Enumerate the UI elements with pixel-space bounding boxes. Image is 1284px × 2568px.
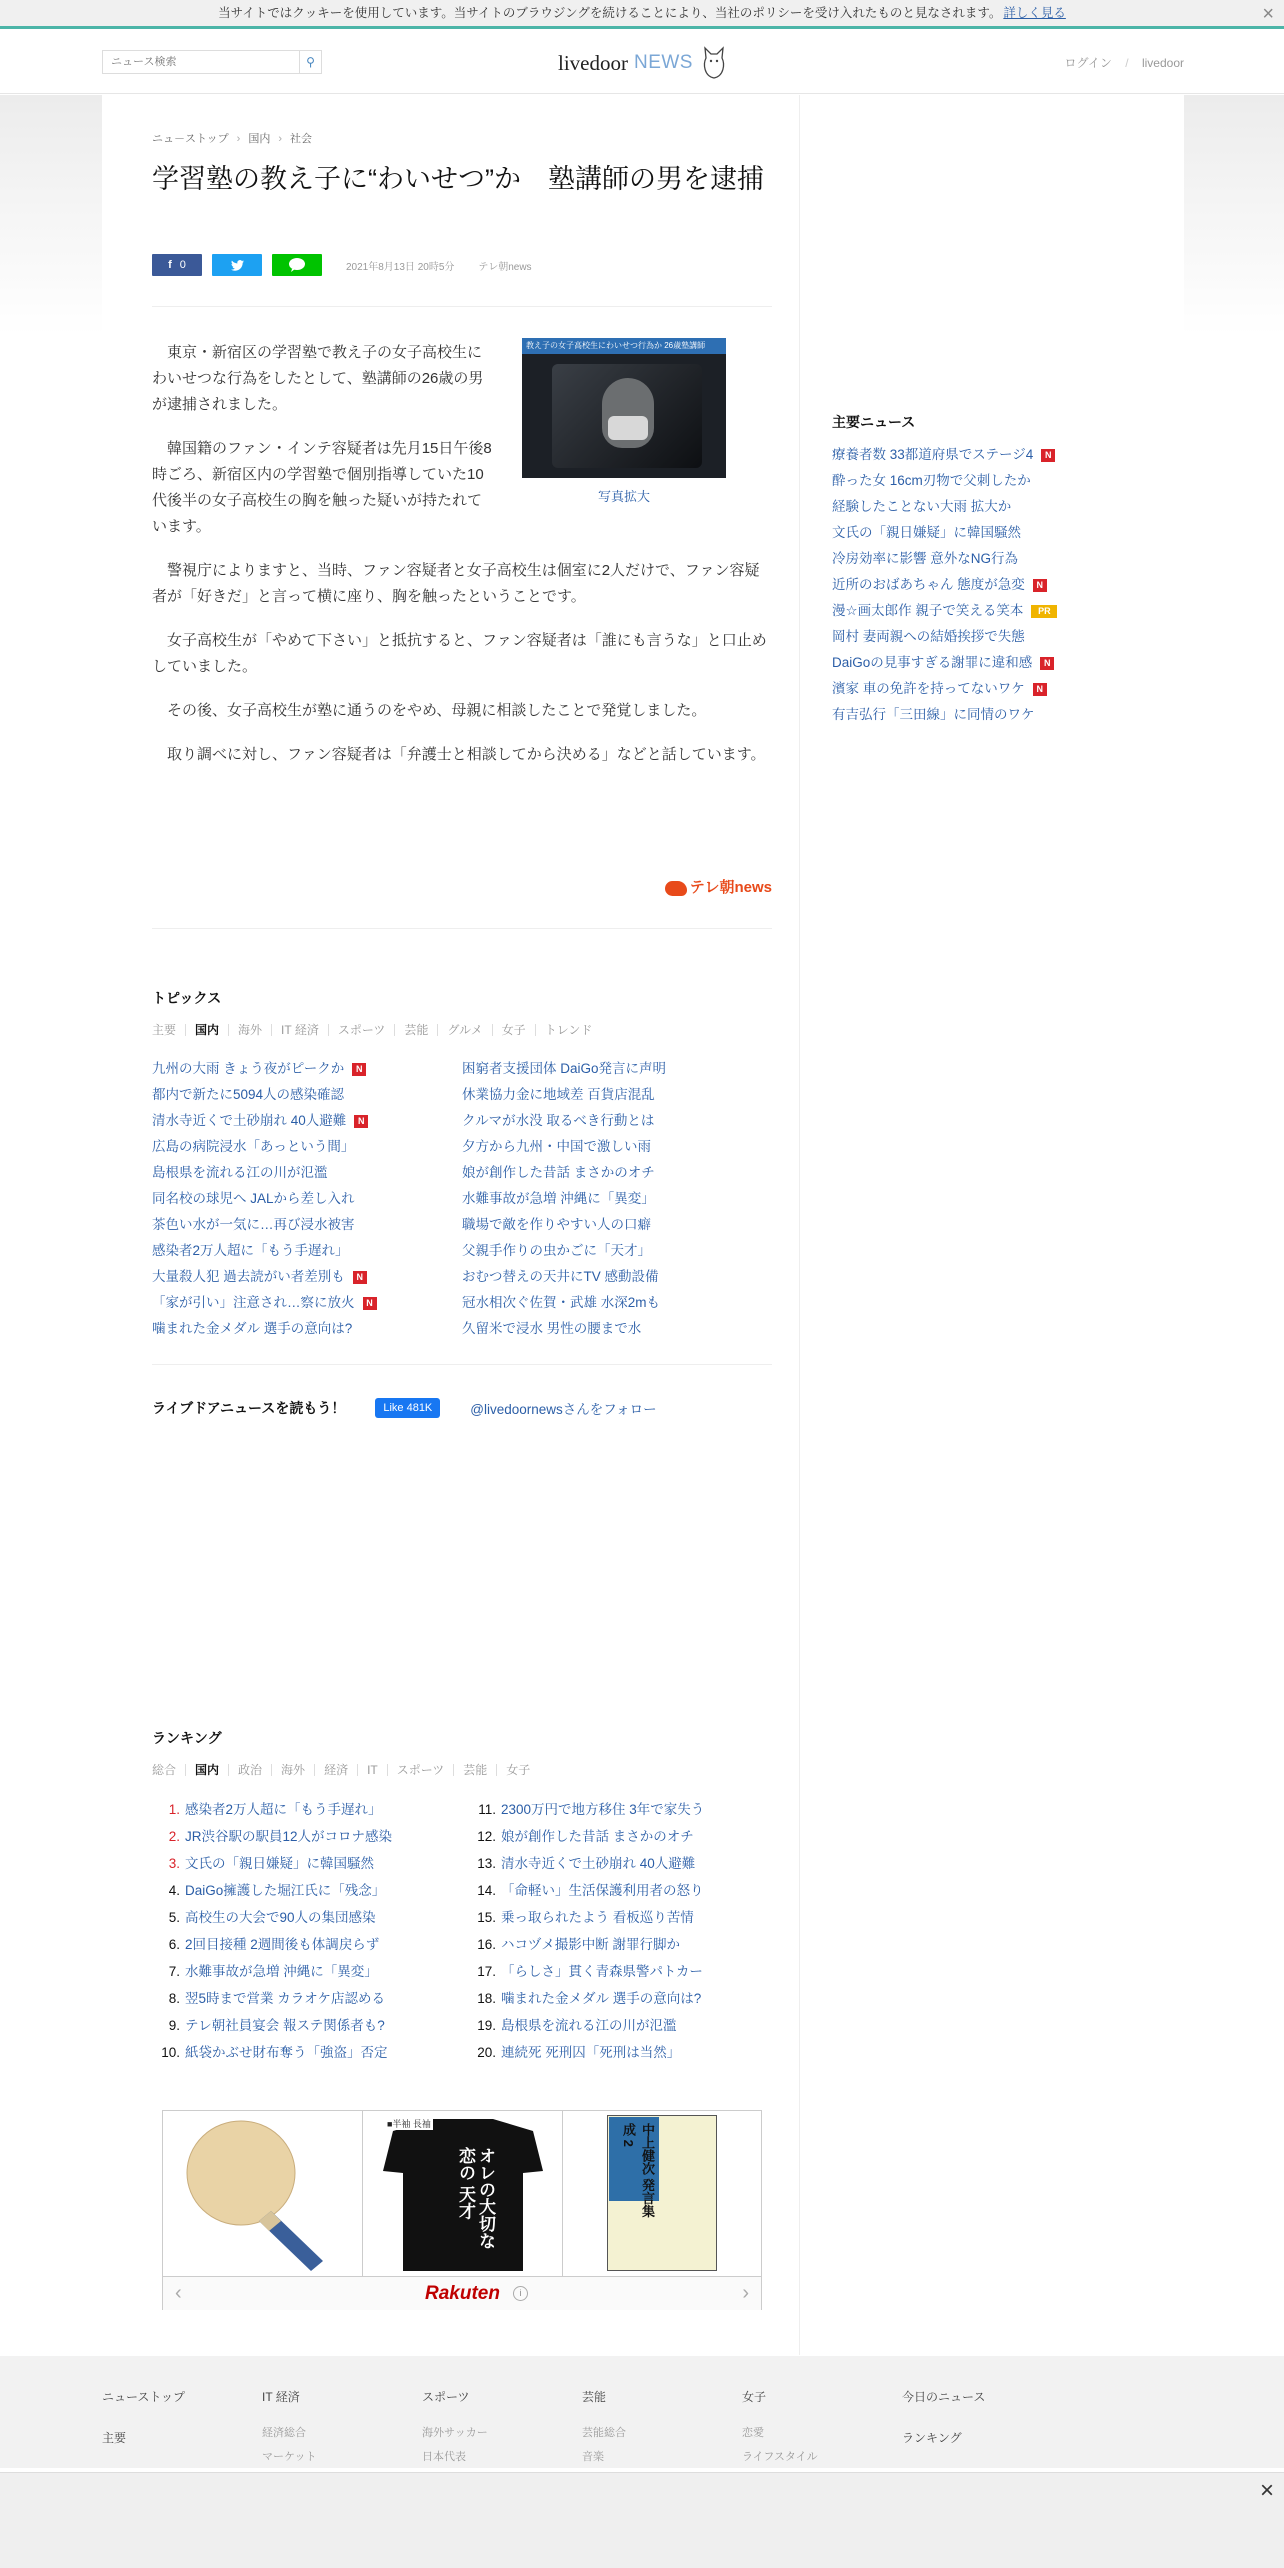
ad-item-book[interactable] — [563, 2111, 763, 2276]
ranking-item[interactable] — [468, 1904, 772, 1931]
tshirt-header: ■半袖 長袖 — [387, 2119, 431, 2129]
bg-right — [1184, 95, 1284, 335]
sticky-close-icon[interactable]: × — [1259, 2477, 1274, 2504]
ranking-text: JR渋谷駅の駅員12人がコロナ感染 — [185, 1829, 393, 1844]
breadcrumb-domestic[interactable]: 国内 — [248, 133, 271, 145]
breadcrumb-society[interactable]: 社会 — [290, 133, 313, 145]
ranking-text: 連続死 死刑囚「死刑は当然」 — [501, 2045, 681, 2060]
article-paragraph: その後、女子高校生が塾に通うのをやめ、母親に相談したことで発覚しました。 — [167, 702, 707, 719]
ranking-number: 17. — [477, 1964, 496, 1979]
tab-topics-7[interactable]: 女子 — [492, 1024, 535, 1036]
tab-ranking-0[interactable]: 総合 — [152, 1763, 177, 1777]
follow-title: ライブドアニュースを読もう！ — [152, 1400, 346, 1416]
search-box — [102, 50, 322, 74]
logo-livedoor: livedoor — [558, 50, 628, 75]
ad-item-racket[interactable] — [163, 2111, 363, 2276]
ranking-number: 7. — [168, 1964, 180, 1979]
main-news-text: 岡村 妻両親への結婚挨拶で失態 — [832, 629, 1025, 644]
source-logo-text: テレ朝news — [689, 879, 772, 896]
search-icon[interactable]: ⚲ — [299, 51, 321, 73]
ranking-number: 11. — [478, 1802, 496, 1817]
topic-link[interactable] — [462, 1290, 772, 1316]
topic-text: 島根県を流れる江の川が氾濫 — [152, 1165, 328, 1180]
topic-link[interactable] — [462, 1186, 772, 1212]
facebook-like-button[interactable]: Like 481K — [375, 1398, 440, 1418]
ranking-item[interactable] — [152, 1985, 468, 2012]
topic-link[interactable] — [462, 1264, 772, 1290]
footer-sublink[interactable]: 恋愛 — [742, 2427, 764, 2439]
topic-link[interactable] — [152, 1108, 462, 1134]
ranking-item[interactable] — [152, 2039, 468, 2066]
line-icon — [288, 258, 306, 272]
ranking-item[interactable] — [468, 1796, 772, 1823]
ranking-text: DaiGo擁護した堀江氏に「残念」 — [185, 1883, 386, 1898]
topic-text: 九州の大雨 きょう夜がピークか — [152, 1061, 345, 1076]
livedoor-link[interactable]: livedoor — [1141, 56, 1184, 70]
new-badge: N — [363, 1297, 377, 1310]
topic-link[interactable] — [152, 1316, 462, 1342]
breadcrumb — [152, 130, 312, 146]
footer-heading[interactable]: スポーツ — [422, 2390, 470, 2404]
ranking-number: 9. — [168, 2018, 180, 2033]
topic-text: クルマが水没 取るべき行動とは — [462, 1113, 655, 1128]
ranking-item[interactable] — [152, 1931, 468, 1958]
topic-link[interactable] — [462, 1134, 772, 1160]
footer-sublink[interactable]: 海外サッカー — [422, 2427, 488, 2439]
main-news-title: 主要ニュース — [832, 414, 916, 430]
topic-text: 清水寺近くで土砂崩れ 40人避難 — [152, 1113, 347, 1128]
topic-link[interactable] — [152, 1160, 462, 1186]
new-badge: N — [1040, 657, 1054, 670]
topic-text: 夕方から九州・中国で激しい雨 — [462, 1139, 651, 1154]
ranking-text: 文氏の「親日嫌疑」に韓国騒然 — [185, 1856, 374, 1871]
topic-text: おむつ替えの天井にTV 感動設備 — [462, 1269, 659, 1284]
main-news-link[interactable] — [832, 598, 1132, 624]
ranking-tabs — [152, 1764, 539, 1776]
ranking-text: 2300万円で地方移住 3年で家失う — [501, 1802, 705, 1817]
ranking-number: 5. — [168, 1910, 180, 1925]
footer-sublink[interactable]: 日本代表 — [422, 2451, 466, 2463]
main-news-link[interactable] — [832, 624, 1132, 650]
ranking-item[interactable] — [468, 1931, 772, 1958]
ranking-item[interactable] — [152, 2012, 468, 2039]
main-news-text: 濱家 車の免許を持ってないワケ — [832, 681, 1025, 696]
topic-text: 広島の病院浸水「あっという間」 — [152, 1139, 355, 1154]
cookie-more-link[interactable]: 詳しく見る — [1003, 6, 1066, 20]
topic-link[interactable] — [152, 1212, 462, 1238]
article-title: 学習塾の教え子に“わいせつ”か 塾講師の男を逮捕 — [152, 164, 764, 194]
topics-tabs — [152, 1024, 601, 1036]
article-meta — [346, 258, 532, 273]
ranking-text: 「らしさ」貫く青森県警パトカー — [501, 1964, 703, 1979]
main-news-text: 酔った女 16cm刃物で父刺したか — [832, 473, 1031, 488]
ranking-number: 13. — [477, 1856, 496, 1871]
share-bar — [152, 254, 532, 276]
footer-sublink[interactable]: マーケット — [262, 2451, 317, 2463]
ranking-text: 娘が創作した昔話 まさかのオチ — [501, 1829, 694, 1844]
tab-ranking-3[interactable]: 海外 — [271, 1764, 314, 1776]
ranking-list — [152, 1796, 772, 2066]
main-news-text: 経験したことない大雨 拡大か — [832, 499, 1012, 514]
facebook-count: 0 — [179, 259, 186, 271]
ranking-number: 14. — [477, 1883, 496, 1898]
facebook-icon: f — [168, 259, 172, 271]
main-news-list — [832, 442, 1132, 728]
ad-item-tshirt[interactable] — [363, 2111, 563, 2276]
main-news-link[interactable] — [832, 442, 1132, 468]
ad-info-icon[interactable]: i — [513, 2286, 528, 2301]
footer-heading[interactable]: 芸能 — [582, 2390, 607, 2404]
site-logo[interactable] — [558, 46, 727, 80]
footer-heading[interactable]: ニューストップ — [102, 2390, 186, 2404]
ranking-item[interactable] — [152, 1904, 468, 1931]
ranking-number: 3. — [168, 1856, 180, 1871]
main-news-link[interactable] — [832, 676, 1132, 702]
topic-link[interactable] — [152, 1056, 462, 1082]
tab-topics-5[interactable]: 芸能 — [394, 1024, 437, 1036]
topics-list — [152, 1056, 772, 1342]
topic-link[interactable] — [152, 1186, 462, 1212]
rakuten-logo[interactable]: Rakuten — [425, 2283, 500, 2304]
main-news-link[interactable] — [832, 572, 1132, 598]
ranking-item[interactable] — [468, 1877, 772, 1904]
footer-col — [582, 2388, 626, 2469]
ranking-text: 清水寺近くで土砂崩れ 40人避難 — [501, 1856, 696, 1871]
main-news-text: 漫☆画太郎作 親子で笑える笑本 — [832, 603, 1024, 618]
ranking-text: 噛まれた金メダル 選手の意向は? — [501, 1991, 702, 2006]
ranking-number: 8. — [168, 1991, 180, 2006]
tab-ranking-8[interactable]: 女子 — [496, 1764, 539, 1776]
ranking-number: 10. — [161, 2045, 180, 2060]
ranking-number: 4. — [168, 1883, 180, 1898]
footer-sublink[interactable]: ライフスタイル — [742, 2451, 818, 2463]
main-news-text: 有吉弘行「三田線」に同情のワケ — [832, 707, 1035, 722]
article-source[interactable]: テレ朝news — [478, 261, 532, 273]
topic-text: 水難事故が急増 沖縄に「異変」 — [462, 1191, 655, 1206]
table-tennis-racket-image — [163, 2111, 363, 2276]
topic-link[interactable] — [462, 1108, 772, 1134]
article-paragraph: 警視庁によりますと、当時、ファン容疑者と女子高校生は個室に2人だけで、ファン容疑者が「好きだ」と言って横に座り、胸を触ったということです。 — [152, 562, 760, 605]
login-link[interactable]: ログイン — [1064, 56, 1112, 70]
topic-text: 冠水相次ぐ佐賀・武雄 水深2mも — [462, 1295, 661, 1310]
ranking-text: テレ朝社員宴会 報ステ関係者も? — [185, 2018, 385, 2033]
ranking-number: 2. — [168, 1829, 180, 1844]
topic-text: 久留米で浸水 男性の腰まで水 — [462, 1321, 642, 1336]
ranking-item[interactable] — [152, 1796, 468, 1823]
twitter-bird-icon — [231, 260, 244, 271]
ranking-item[interactable] — [468, 1850, 772, 1877]
ranking-item[interactable] — [468, 1985, 772, 2012]
tab-ranking-5[interactable]: IT — [357, 1764, 387, 1776]
topic-link[interactable] — [152, 1238, 462, 1264]
topic-text: 茶色い水が一気に…再び浸水被害 — [152, 1217, 355, 1232]
pr-badge: PR — [1031, 605, 1057, 618]
tab-topics-8[interactable]: トレンド — [535, 1024, 602, 1036]
new-badge: N — [354, 1115, 368, 1128]
rakuten-ad — [162, 2110, 762, 2310]
ranking-item[interactable] — [152, 1877, 468, 1904]
follow-bar — [152, 1398, 772, 1418]
article-paragraph: 女子高校生が「やめて下さい」と抵抗すると、ファン容疑者は「誰にも言うな」と口止めしていました。 — [152, 632, 767, 675]
ranking-text: 水難事故が急増 沖縄に「異変」 — [185, 1964, 378, 1979]
ranking-text: 「命軽い」生活保護利用者の怒り — [501, 1883, 704, 1898]
topic-text: 職場で敵を作りやすい人の口癖 — [462, 1217, 651, 1232]
ranking-item[interactable] — [152, 1823, 468, 1850]
footer-heading[interactable]: 女子 — [742, 2390, 767, 2404]
topic-link[interactable] — [152, 1264, 462, 1290]
main-news-link[interactable] — [832, 546, 1132, 572]
main-news-link[interactable] — [832, 520, 1132, 546]
site-header — [0, 32, 1284, 94]
cat-mascot-icon — [701, 46, 727, 80]
ranking-text: ハコヅメ撮影中断 謝罪行脚か — [501, 1937, 680, 1952]
new-badge: N — [352, 1063, 366, 1076]
facebook-share-button[interactable] — [152, 254, 202, 276]
topic-text: 噛まれた金メダル 選手の意向は? — [152, 1321, 353, 1336]
topics-title: トピックス — [152, 990, 222, 1006]
side-column — [800, 95, 1184, 2355]
header-nav — [1055, 54, 1184, 71]
twitter-follow-link[interactable]: @livedoornewsさんをフォロー — [470, 1402, 657, 1417]
topic-text: 同名校の球児へ JALから差し入れ — [152, 1191, 355, 1206]
footer-heading[interactable]: ランキング — [902, 2431, 962, 2445]
topic-link[interactable] — [462, 1160, 772, 1186]
topic-text: 娘が創作した昔話 まさかのオチ — [462, 1165, 655, 1180]
article-paragraph: 取り調べに対し、ファン容疑者は「弁護士と相談してから決める」などと話しています。 — [167, 746, 766, 763]
topic-link[interactable] — [152, 1134, 462, 1160]
main-news-link[interactable] — [832, 650, 1132, 676]
topic-text: 都内で新たに5094人の感染確認 — [152, 1087, 345, 1102]
ranking-number: 18. — [477, 1991, 496, 2006]
topic-link[interactable] — [462, 1212, 772, 1238]
tab-topics-4[interactable]: スポーツ — [328, 1024, 395, 1036]
main-news-text: 近所のおばあちゃん 態度が急変 — [832, 577, 1025, 592]
topic-text: 父親手作りの虫かごに「天才」 — [462, 1243, 651, 1258]
tab-topics-3[interactable]: IT 経済 — [271, 1024, 328, 1036]
sticky-ad-bar — [0, 2472, 1284, 2568]
article-date: 2021年8月13日 20時5分 — [346, 261, 455, 273]
ranking-item[interactable] — [468, 2039, 772, 2066]
main-news-text: 冷房効率に影響 意外なNG行為 — [832, 551, 1019, 566]
ranking-item[interactable] — [468, 1958, 772, 1985]
ranking-text: 高校生の大会で90人の集団感染 — [185, 1910, 376, 1925]
divider — [152, 928, 772, 929]
main-news-link[interactable] — [832, 702, 1132, 728]
chevron-right-icon: › — [236, 133, 241, 145]
twitter-share-button[interactable] — [212, 254, 262, 276]
ranking-number: 15. — [477, 1910, 496, 1925]
ad-nav — [163, 2276, 761, 2310]
tab-ranking-1[interactable]: 国内 — [185, 1764, 228, 1776]
ranking-number: 12. — [477, 1829, 496, 1844]
ranking-number: 6. — [168, 1937, 180, 1952]
new-badge: N — [1041, 449, 1055, 462]
ranking-text: 乗っ取られたよう 看板巡り苦情 — [501, 1910, 694, 1925]
tab-ranking-2[interactable]: 政治 — [228, 1764, 271, 1776]
footer-heading[interactable]: IT 経済 — [262, 2390, 300, 2404]
cookie-close-icon[interactable]: × — [1262, 3, 1274, 25]
search-input[interactable] — [103, 51, 293, 73]
article-paragraph: 韓国籍のファン・インテ容疑者は先月15日午後8時ごろ、新宿区内の学習塾で個別指導していた10代後半の女子高校生の胸を触った疑いが持たれています。 — [152, 440, 492, 535]
ranking-text: 島根県を流れる江の川が氾濫 — [501, 2018, 677, 2033]
tshirt-text: オレの大切な恋の 天才 — [456, 2147, 495, 2249]
topic-text: 「家が引い」注意され…察に放火 — [152, 1295, 355, 1310]
main-news-link[interactable] — [832, 494, 1132, 520]
ranking-item[interactable] — [152, 1958, 468, 1985]
ranking-number: 20. — [477, 2045, 496, 2060]
main-news-text: 文氏の「親日嫌疑」に韓国騒然 — [832, 525, 1021, 540]
footer-col — [902, 2388, 985, 2462]
ranking-item[interactable] — [468, 1823, 772, 1850]
ranking-number: 16. — [477, 1937, 496, 1952]
footer-sublink[interactable]: 経済総合 — [262, 2427, 306, 2439]
topic-text: 大量殺人犯 過去読がい者差別も — [152, 1269, 345, 1284]
topic-text: 休業協力金に地域差 百貨店混乱 — [462, 1087, 655, 1102]
divider — [152, 1364, 772, 1365]
site-footer — [0, 2356, 1284, 2468]
main-news-link[interactable] — [832, 468, 1132, 494]
divider — [152, 306, 772, 307]
topic-link[interactable] — [462, 1056, 772, 1082]
ranking-item[interactable] — [468, 2012, 772, 2039]
tab-ranking-7[interactable]: 芸能 — [453, 1764, 496, 1776]
topic-link[interactable] — [462, 1238, 772, 1264]
photo-enlarge-link[interactable]: 写真拡大 — [597, 489, 650, 504]
ranking-item[interactable] — [152, 1850, 468, 1877]
topic-text: 困窮者支援団体 DaiGo発言に声明 — [462, 1061, 667, 1076]
ranking-text: 翌5時まで営業 カラオケ店認める — [185, 1991, 385, 2006]
chevron-right-icon: › — [278, 133, 283, 145]
ranking-text: 紙袋かぶせ財布奪う「強盗」否定 — [185, 2045, 388, 2060]
cookie-banner — [0, 0, 1284, 29]
new-badge: N — [1033, 579, 1047, 592]
tv-asahi-logo-icon — [665, 881, 687, 896]
topic-text: 感染者2万人超に「もう手遅れ」 — [152, 1243, 349, 1258]
ranking-text: 感染者2万人超に「もう手遅れ」 — [185, 1802, 382, 1817]
book-title: 中上健次 発言集成 2 — [621, 2123, 655, 2218]
line-share-button[interactable] — [272, 254, 322, 276]
topic-link[interactable] — [152, 1082, 462, 1108]
new-badge: N — [1033, 683, 1047, 696]
ranking-title: ランキング — [152, 1730, 222, 1746]
ad-next-arrow-icon[interactable]: › — [742, 2282, 749, 2304]
tab-ranking-6[interactable]: スポーツ — [387, 1764, 454, 1776]
bg-left — [0, 95, 102, 335]
tab-topics-1[interactable]: 国内 — [185, 1024, 228, 1036]
cookie-text: 当サイトではクッキーを使用しています。当サイトのブラウジングを続けることにより、当社のポリシーを受け入れたものと見なされます。 — [218, 6, 1002, 20]
ranking-number: 1. — [168, 1802, 180, 1817]
footer-heading[interactable]: 主要 — [102, 2431, 127, 2445]
footer-col — [102, 2388, 185, 2462]
topic-link[interactable] — [462, 1316, 772, 1342]
footer-col — [422, 2388, 488, 2469]
ad-prev-arrow-icon[interactable]: ‹ — [175, 2282, 182, 2304]
topic-link[interactable] — [462, 1082, 772, 1108]
footer-col — [742, 2388, 818, 2469]
topic-link[interactable] — [152, 1290, 462, 1316]
tab-topics-0[interactable]: 主要 — [152, 1023, 177, 1037]
breadcrumb-top[interactable]: ニュ－ストップ — [152, 133, 229, 145]
ranking-text: 2回目接種 2週間後も体調戻らず — [185, 1937, 380, 1952]
tab-topics-2[interactable]: 海外 — [228, 1024, 271, 1036]
nav-sep: / — [1125, 56, 1129, 70]
new-badge: N — [353, 1271, 367, 1284]
photo-strip: 教え子の女子高校生にわいせつ行為か 26歳塾講師 — [522, 338, 726, 354]
article-paragraph: 東京・新宿区の学習塾で教え子の女子高校生にわいせつな行為をしたとして、塾講師の26歳の男が逮捕されました。 — [152, 344, 484, 413]
main-news-text: DaiGoの見事すぎる謝罪に違和感 — [832, 655, 1033, 670]
tab-topics-6[interactable]: グルメ — [437, 1024, 491, 1036]
main-news-text: 療養者数 33都道府県でステージ4 — [832, 447, 1034, 462]
footer-col — [262, 2388, 316, 2469]
footer-sublink[interactable]: 音楽 — [582, 2451, 604, 2463]
ranking-number: 19. — [477, 2018, 496, 2033]
logo-news: NEWS — [633, 52, 693, 73]
footer-heading[interactable]: 今日のニュース — [902, 2390, 986, 2404]
tab-ranking-4[interactable]: 経済 — [314, 1764, 357, 1776]
article-body — [152, 340, 772, 786]
source-logo[interactable] — [652, 876, 772, 897]
footer-sublink[interactable]: 芸能総合 — [582, 2427, 626, 2439]
